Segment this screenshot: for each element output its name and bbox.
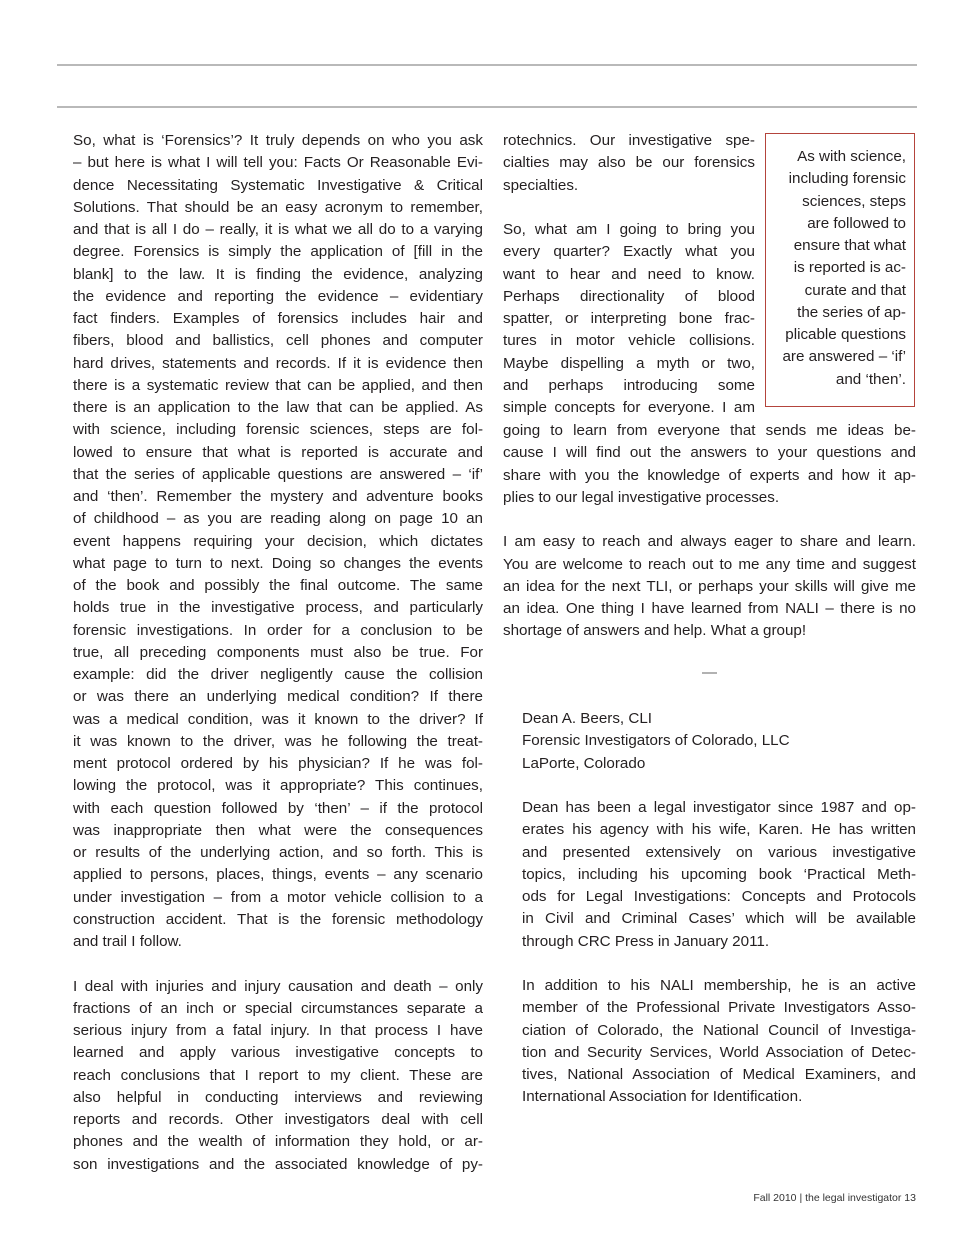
text-line: phones and the wealth of information they hold, or ar- [73, 1133, 483, 1151]
paragraph [503, 130, 755, 197]
author-bio [522, 708, 916, 1131]
text-line: learned and apply various investigative concepts to [73, 1044, 483, 1062]
text-line: rotechnics. Our investigative spe- [503, 132, 755, 149]
pull-quote-line: the series of ap- [797, 303, 906, 321]
text-line: plies to our legal investigative processes. [503, 488, 780, 506]
paragraph [503, 531, 916, 642]
pull-quote-line: ensure that what [793, 237, 906, 254]
text-line: ods for Legal Investigations: Concepts and Protocols [522, 888, 916, 905]
pull-quote-line: plicable questions [785, 326, 906, 343]
text-line: and ‘then’. Remember the mystery and adventure books [73, 488, 483, 505]
section-separator: — [702, 664, 717, 681]
text-line: LaPorte, Colorado [522, 754, 646, 772]
pull-quote-line: and ‘then’. [835, 370, 906, 388]
text-line: reach conclusions that I report to my client. These are [73, 1066, 483, 1084]
text-line: specialties. [503, 176, 579, 194]
page-footer: Fall 2010 | the legal investigator 13 [753, 1192, 916, 1204]
text-line: I am easy to reach and always eager to share and learn. [503, 533, 916, 551]
text-line: degree. Forensics is simply the application of [fill in the [73, 243, 483, 261]
text-line: applied to persons, places, things, events – any scenario [73, 866, 483, 884]
text-line: So, what is ‘Forensics’? It truly depends on who you ask [73, 132, 483, 149]
paragraph [522, 975, 916, 1109]
text-line: or was there an underlying medical condition? If there [73, 688, 483, 706]
text-line: was inappropriate then what were the consequences [73, 821, 483, 839]
text-line: lowed to ensure that what is reported is accurate and [73, 443, 483, 461]
text-line: erates his agency with his wife, Karen. He has written [522, 821, 916, 839]
text-line: that the series of applicable questions are answered – ‘if’ [73, 465, 483, 483]
top-rule [57, 64, 917, 66]
text-line: what page to turn to next. Doing so changes the events [73, 554, 483, 572]
text-line: and trail I follow. [73, 933, 182, 950]
text-line: want to hear and need to know. [503, 265, 755, 283]
header-rule [57, 106, 917, 108]
text-line: construction accident. That is the forensic methodology [73, 910, 483, 928]
pull-quote-line: As with science, [797, 148, 906, 165]
text-line: Dean has been a legal investigator since 1987 and op- [522, 799, 916, 816]
text-line: of childhood – as you are reading along on page 10 an [73, 510, 483, 528]
text-line: with science, including forensic sciences, steps are fol- [73, 421, 483, 439]
text-line: and presented extensively on various investigative [522, 843, 916, 861]
pull-quote-line: curate and that [804, 281, 906, 299]
text-line: spatter, or interpreting bone frac- [503, 310, 755, 327]
text-line: with each question followed by ‘then’ – if the protocol [73, 799, 483, 817]
text-line: serious injury from a fatal injury. In that process I have [73, 1022, 483, 1039]
text-line: topics, including his upcoming book ‘Practical Meth- [522, 865, 916, 883]
text-line: simple concepts for everyone. I am [503, 399, 755, 416]
paragraph [522, 708, 916, 775]
text-line: ment protocol ordered by his physician? If he was fol- [73, 755, 483, 772]
text-line: an idea. One thing I have learned from NALI – there is no [503, 600, 916, 617]
paragraph [522, 797, 916, 953]
pull-quote-line: are followed to [807, 214, 906, 232]
text-line: in Civil and Criminal Cases’ which will be available [522, 910, 916, 928]
text-line: ciation of Colorado, the National Council of Investiga- [522, 1021, 916, 1039]
text-line: hard drives, statements and records. If it is evidence then [73, 354, 483, 372]
text-line: an idea for the next TLI, or perhaps your skills will give me [503, 577, 916, 595]
pull-quote [765, 133, 915, 407]
text-line: shortage of answers and help. What a group! [503, 622, 807, 640]
right-column-top [503, 130, 755, 442]
text-line: it was known to the driver, was he following the treat- [73, 732, 483, 750]
text-line: cause I will find out the answers to your questions and [503, 444, 916, 462]
text-line: reports and records. Other investigators deal with cell [73, 1111, 483, 1128]
text-line: Solutions. That should be an easy acronym to remember, [73, 198, 483, 216]
text-line: also helpful in conducting interviews and reviewing [73, 1088, 483, 1106]
paragraph [73, 130, 483, 953]
text-line: Dean A. Beers, CLI [522, 710, 653, 727]
text-line: forensic investigations. In order for a conclusion to be [73, 621, 483, 639]
pull-quote-line: is reported is ac- [793, 259, 906, 277]
text-line: under investigation – from a motor vehicle collision to a [73, 888, 483, 906]
text-line: fact finders. Examples of forensics includes hair and [73, 310, 483, 327]
text-line: every quarter? Exactly what you [503, 243, 755, 261]
text-line: Forensic Investigators of Colorado, LLC [522, 732, 790, 750]
paragraph [73, 976, 483, 1176]
text-line: Maybe dispelling a myth or two, [503, 354, 755, 372]
text-line: tives, National Association of Medical Examiners, and [522, 1066, 916, 1083]
text-line: I deal with injuries and injury causation and death – only [73, 977, 483, 995]
pull-quote-line: are answered – ‘if’ [782, 348, 906, 366]
text-line: blank] to the law. It is finding the evidence, analyzing [73, 265, 483, 283]
left-column [73, 130, 483, 1198]
text-line: member of the Professional Private Investigators Asso- [522, 999, 916, 1017]
text-line: or results of the underlying action, and so forth. This is [73, 844, 483, 861]
text-line: there is an application to the law that can be applied. As [73, 399, 483, 416]
text-line: example: did the driver negligently cause the collision [73, 666, 483, 683]
text-line: tures in motor vehicle collisions. [503, 332, 755, 350]
right-column-body [503, 420, 916, 665]
text-line: there is a systematic review that can be applied, and then [73, 376, 483, 394]
text-line: event happens requiring your decision, which dictates [73, 532, 483, 550]
paragraph [503, 219, 755, 419]
text-line: was a medical condition, was it known to the driver? If [73, 710, 483, 728]
text-line: So, what am I going to bring you [503, 221, 755, 238]
text-line: share with you the knowledge of experts and how it ap- [503, 466, 916, 484]
text-line: You are welcome to reach out to me any time and suggest [503, 555, 916, 573]
text-line: son investigations and the associated knowledge of py- [73, 1155, 483, 1173]
text-line: lowing the protocol, was it appropriate? This continues, [73, 777, 483, 795]
text-line: holds true in the investigative process, and particularly [73, 599, 483, 617]
text-line: dence Necessitating Systematic Investigative & Critical [73, 176, 483, 194]
text-line: fibers, blood and ballistics, cell phones and computer [73, 332, 483, 350]
text-line: cialties may also be our forensics [503, 154, 755, 172]
text-line: International Association for Identification. [522, 1088, 803, 1106]
text-line: – but here is what I will tell you: Facts Or Reasonable Evi- [73, 154, 483, 172]
text-line: going to learn from everyone that sends me ideas be- [503, 422, 916, 439]
text-line: the evidence and reporting the evidence – evidentiary [73, 287, 483, 305]
text-line: of the book and possibly the final outcome. The same [73, 577, 483, 594]
text-line: tion and Security Services, World Association of Detec- [522, 1043, 916, 1061]
text-line: In addition to his NALI membership, he is an active [522, 977, 916, 994]
text-line: Perhaps directionality of blood [503, 287, 755, 305]
text-line: fractions of an inch or special circumstances separate a [73, 999, 483, 1017]
text-line: and perhaps introducing some [503, 376, 755, 394]
paragraph [503, 420, 916, 509]
pull-quote-line: including forensic [788, 170, 906, 188]
pull-quote-line: sciences, steps [802, 192, 906, 210]
text-line: through CRC Press in January 2011. [522, 932, 770, 950]
text-line: and that is all I do – really, it is what we all do to a varying [73, 221, 483, 238]
text-line: true, all preceding components must also be true. For [73, 643, 483, 661]
